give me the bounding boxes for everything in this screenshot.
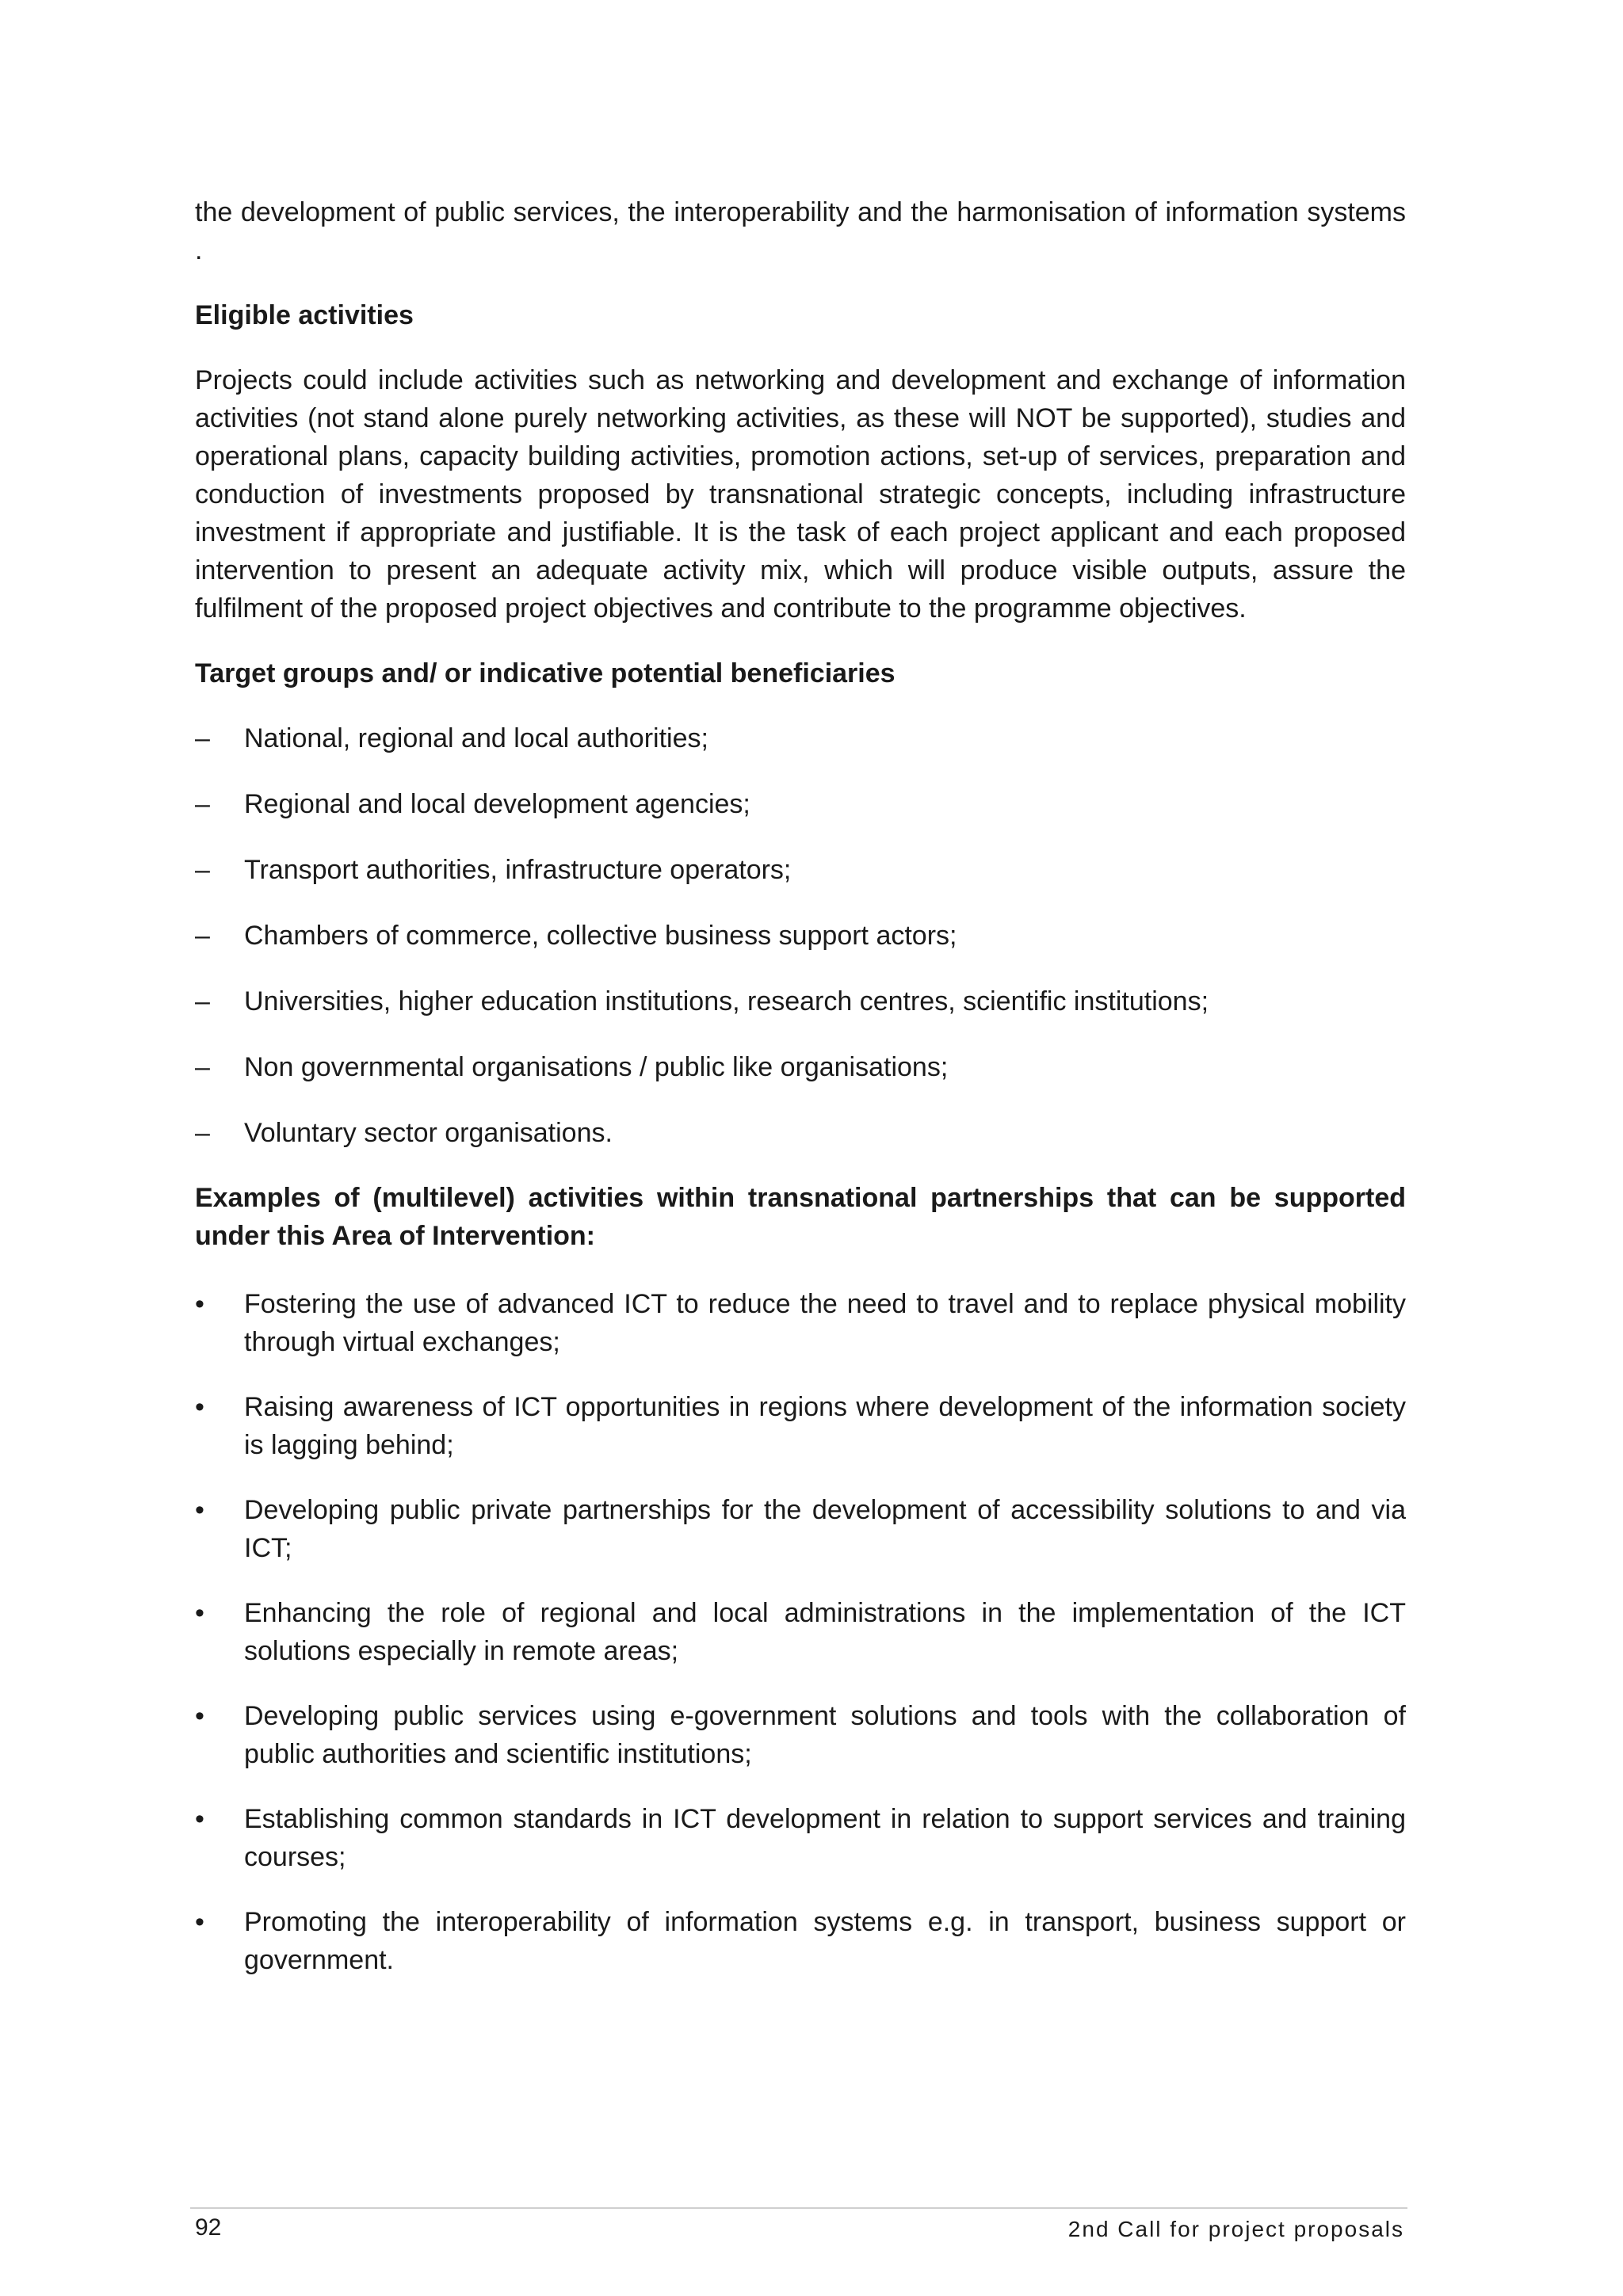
examples-heading: Examples of (multilevel) activities within transnational partnerships that can be supported under this Area of Intervention:: [195, 1183, 1406, 1251]
dash-marker: –: [195, 921, 210, 951]
list-item-text: Regional and local development agencies;: [244, 789, 750, 819]
list-item: [195, 917, 1406, 955]
page-number: 92: [195, 2214, 222, 2241]
list-item-text: Developing public private partnerships for the development of accessibility solutions to and via ICT;: [244, 1495, 1406, 1563]
list-item: [195, 785, 1406, 823]
bullet-marker: •: [195, 1598, 204, 1628]
list-item: [195, 1697, 1406, 1773]
list-item: [195, 851, 1406, 889]
list-item: [195, 1048, 1406, 1086]
dash-marker: –: [195, 986, 210, 1016]
list-item: [195, 719, 1406, 757]
list-item: [195, 1594, 1406, 1670]
footer-document-title: 2nd Call for project proposals: [1067, 2217, 1404, 2241]
list-item-text: Chambers of commerce, collective business support actors;: [244, 921, 957, 951]
list-item: [195, 1491, 1406, 1567]
bullet-marker: •: [195, 1907, 204, 1937]
list-item-text: Voluntary sector organisations.: [244, 1118, 613, 1148]
list-item-text: Fostering the use of advanced ICT to reduce the need to travel and to replace physical mobility through virtual exchanges;: [244, 1289, 1406, 1357]
target-groups-heading: Target groups and/ or indicative potential beneficiaries: [195, 658, 896, 688]
bullet-marker: •: [195, 1289, 204, 1319]
list-item: [195, 1114, 1406, 1152]
intro-paragraph: the development of public services, the interoperability and the harmonisation of information systems .: [195, 197, 1406, 265]
list-item-text: Enhancing the role of regional and local administrations in the implementation of the ICT solutions especially in remote areas;: [244, 1598, 1406, 1666]
list-item: [195, 1388, 1406, 1464]
bullet-marker: •: [195, 1804, 204, 1834]
eligible-activities-paragraph: Projects could include activities such as networking and development and exchange of information activities (not stand alone purely networking activities, as these will NOT be supported), studies and operational plans, capacity building activities, promotion actions, set-up of services, preparation and conduction of investments proposed by transnational strategic concepts, including infrastructure investment if appropriate and justifiable. It is the task of each project applicant and each proposed intervention to present an adequate activity mix, which will produce visible outputs, assure the fulfilment of the proposed project objectives and contribute to the programme objectives.: [195, 365, 1406, 624]
examples-list: [195, 1285, 1406, 1979]
bullet-marker: •: [195, 1701, 204, 1731]
list-item: [195, 982, 1406, 1020]
dash-marker: –: [195, 1052, 210, 1082]
list-item-text: Non governmental organisations / public like organisations;: [244, 1052, 949, 1082]
dash-marker: –: [195, 789, 210, 819]
list-item: [195, 1285, 1406, 1361]
document-body: [195, 193, 1406, 2006]
list-item-text: Establishing common standards in ICT development in relation to support services and training courses;: [244, 1804, 1406, 1872]
list-item-text: Universities, higher education institutions, research centres, scientific institutions;: [244, 986, 1209, 1016]
list-item-text: National, regional and local authorities;: [244, 723, 708, 753]
target-groups-list: [195, 719, 1406, 1152]
list-item-text: Promoting the interoperability of information systems e.g. in transport, business support or government.: [244, 1907, 1406, 1975]
list-item: [195, 1800, 1406, 1876]
list-item-text: Developing public services using e-government solutions and tools with the collaboration of public authorities and scientific institutions;: [244, 1701, 1406, 1769]
dash-marker: –: [195, 855, 210, 885]
list-item: [195, 1903, 1406, 1979]
dash-marker: –: [195, 723, 210, 753]
footer-divider: [190, 2207, 1407, 2209]
list-item-text: Raising awareness of ICT opportunities in regions where development of the information society is lagging behind;: [244, 1392, 1406, 1460]
bullet-marker: •: [195, 1495, 204, 1525]
list-item-text: Transport authorities, infrastructure operators;: [244, 855, 792, 885]
dash-marker: –: [195, 1118, 210, 1148]
bullet-marker: •: [195, 1392, 204, 1422]
eligible-activities-heading: Eligible activities: [195, 300, 414, 330]
